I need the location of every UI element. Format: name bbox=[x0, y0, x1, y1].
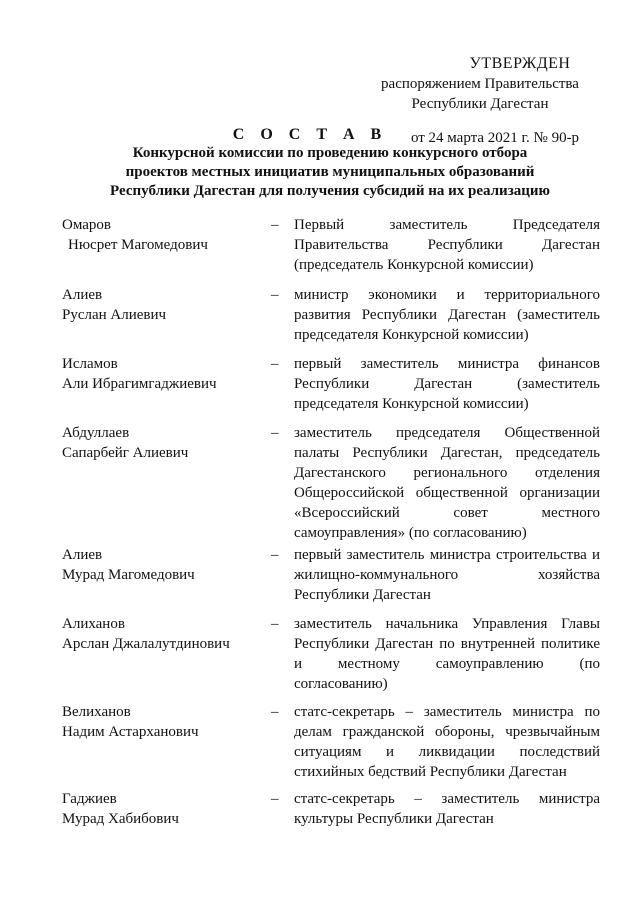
member-role: Первый заместитель Председателя Правительства Республики Дагестан (председатель Конкурсной комиссии) bbox=[294, 217, 600, 273]
member-role: статс-секретарь – заместитель министра культуры Республики Дагестан bbox=[294, 791, 600, 827]
approval-title: УТВЕРЖДЕН bbox=[469, 55, 571, 72]
member-surname: Гаджиев bbox=[62, 791, 117, 807]
dash-separator: – bbox=[271, 356, 279, 372]
document-title: С О С Т А В bbox=[232, 126, 388, 143]
document-heading bbox=[40, 126, 620, 201]
member-surname: Алиев bbox=[62, 287, 103, 303]
member-role: первый заместитель министра финансов Республики Дагестан (заместитель председателя Конкурсной комиссии) bbox=[294, 356, 600, 412]
member-name bbox=[62, 215, 262, 255]
approval-line: Республики Дагестан bbox=[411, 96, 549, 112]
member-surname: Велиханов bbox=[62, 704, 131, 720]
member-given-name: Мурад Магомедович bbox=[62, 567, 195, 583]
member-role: первый заместитель министра строительства и жилищно-коммунального хозяйства Республики Дагестан bbox=[294, 547, 600, 603]
approval-line: распоряжением Правительства bbox=[381, 76, 579, 92]
member-given-name: Мурад Хабибович bbox=[62, 811, 179, 827]
document-subtitle: Республики Дагестан для получения субсидий на их реализацию bbox=[110, 183, 550, 199]
member-name bbox=[62, 423, 262, 463]
approval-date: от 24 марта 2021 г. № 90-р bbox=[410, 130, 580, 146]
member-name bbox=[62, 354, 262, 394]
dash-separator: – bbox=[271, 287, 279, 303]
member-surname: Омаров bbox=[62, 217, 111, 233]
member-role: заместитель начальника Управления Главы Республики Дагестан по внутренней политике и местному самоуправлению (по согласованию) bbox=[294, 616, 600, 692]
dash-separator: – bbox=[271, 217, 279, 233]
member-surname: Исламов bbox=[62, 356, 118, 372]
member-name bbox=[62, 789, 262, 829]
member-name bbox=[62, 545, 262, 585]
member-given-name: Надим Астарханович bbox=[62, 724, 199, 740]
member-given-name: Али Ибрагимгаджиевич bbox=[62, 376, 217, 392]
dash-separator: – bbox=[271, 547, 279, 563]
member-surname: Алиханов bbox=[62, 616, 125, 632]
member-name bbox=[62, 614, 262, 654]
member-surname: Алиев bbox=[62, 547, 103, 563]
member-surname: Абдуллаев bbox=[62, 425, 130, 441]
member-role: заместитель председателя Общественной палаты Республики Дагестан, председатель Дагестанского регионального отделения Общероссийской общественной организации «Всероссийский совет местного самоуправления» (по согласованию) bbox=[294, 425, 600, 541]
dash-separator: – bbox=[271, 425, 279, 441]
member-given-name: Руслан Алиевич bbox=[62, 307, 167, 323]
member-role: министр экономики и территориального развития Республики Дагестан (заместитель председателя Конкурсной комиссии) bbox=[294, 287, 600, 343]
document-subtitle: Конкурсной комиссии по проведению конкурсного отбора bbox=[132, 145, 528, 161]
member-given-name: Арслан Джалалутдинович bbox=[62, 636, 230, 652]
dash-separator: – bbox=[271, 791, 279, 807]
member-name bbox=[62, 285, 262, 325]
member-given-name: Нюсрет Магомедович bbox=[68, 237, 208, 253]
dash-separator: – bbox=[271, 616, 279, 632]
member-given-name: Сапарбейг Алиевич bbox=[62, 445, 189, 461]
member-name bbox=[62, 702, 262, 742]
member-role: статс-секретарь – заместитель министра по делам гражданской обороны, чрезвычайным ситуациям и ликвидации последствий стихийных бедствий Республики Дагестан bbox=[294, 704, 600, 780]
document-subtitle: проектов местных инициатив муниципальных образований bbox=[125, 164, 535, 180]
dash-separator: – bbox=[271, 704, 279, 720]
